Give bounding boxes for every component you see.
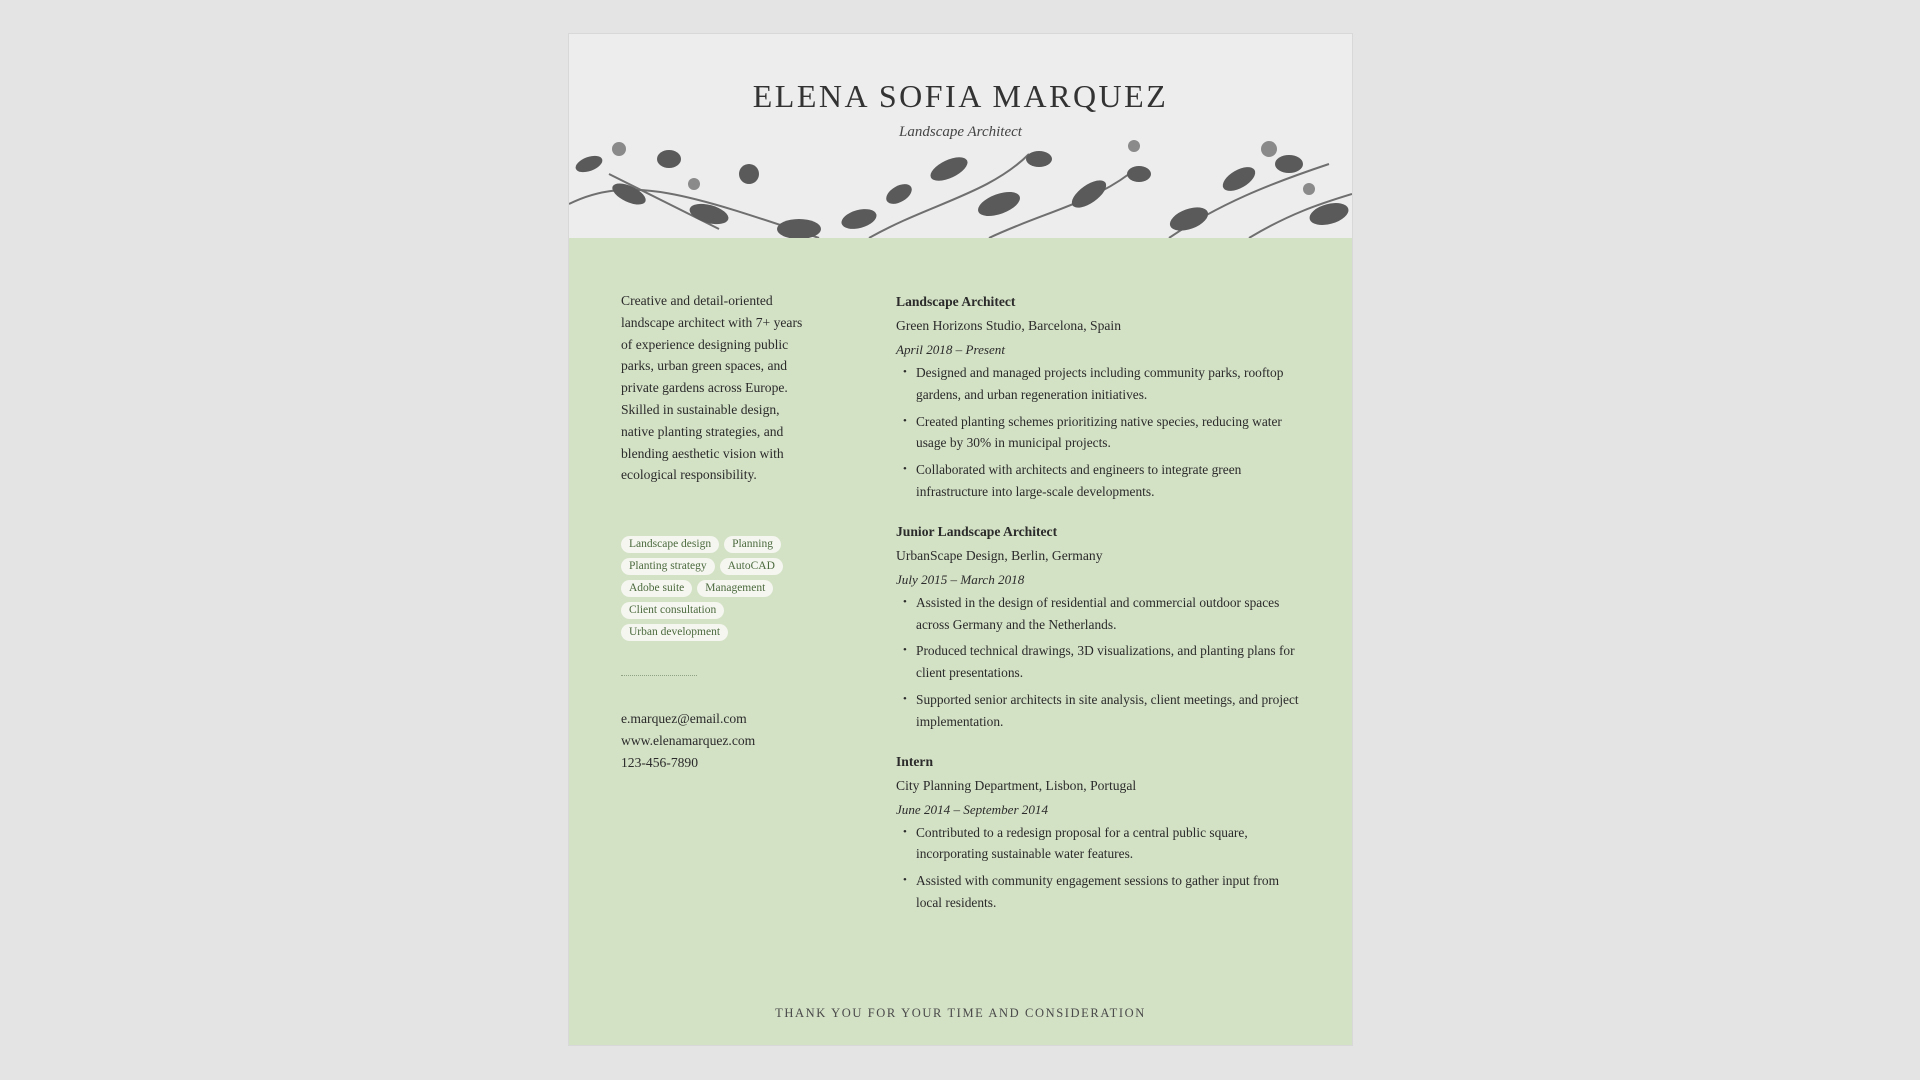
job-dates: June 2014 – September 2014 [896,801,1048,817]
job-dates: April 2018 – Present [896,342,1005,357]
job-bullet: • Collaborated with architects and engineers to integrate green infrastructure into large-scale developments. [896,459,1306,503]
skill-tag: Management [697,580,773,597]
resume-page [569,34,1352,1045]
skill-tag: Adobe suite [621,580,692,597]
candidate-role: Landscape Architect [899,124,1022,140]
job-company: City Planning Department, Lisbon, Portugal [896,777,1137,793]
job-bullets [896,592,1306,733]
job-bullets [896,362,1306,503]
job-dates: July 2015 – March 2018 [896,571,1025,587]
job-bullet: • Assisted with community engagement sessions to gather input from local residents. [896,870,1306,914]
floral-illustration-icon [569,134,1352,238]
job-title: Landscape Architect [896,294,1016,309]
closing-line: THANK YOU FOR YOUR TIME AND CONSIDERATION [775,1006,1146,1020]
experience-entry [896,290,1306,503]
contact-email[interactable]: e.marquez@email.com [621,711,747,726]
job-bullet: • Supported senior architects in site analysis, client meetings, and project implementation. [896,689,1306,733]
summary-paragraph: Creative and detail-oriented landscape architect with 7+ years of experience designing public parks, urban green spaces, and private gardens across Europe. Skilled in sustainable design, native planting strategies, and blending aesthetic vision with ecological responsibility. [621,293,803,483]
resume-header [569,34,1352,238]
job-bullet: • Assisted in the design of residential and commercial outdoor spaces across Germany and the Netherlands. [896,592,1306,636]
skill-tag: Urban development [621,624,728,641]
job-bullet: • Created planting schemes prioritizing native species, reducing water usage by 30% in municipal projects. [896,411,1306,455]
job-bullet: • Produced technical drawings, 3D visualizations, and planting plans for client presentations. [896,640,1306,684]
job-company: UrbanScape Design, Berlin, Germany [896,547,1103,563]
contact-info [621,708,755,773]
skill-tag: Landscape design [621,536,719,553]
skill-tag: Client consultation [621,602,724,619]
skill-tag: AutoCAD [720,558,783,575]
skills-list [621,536,821,641]
job-bullet: • Contributed to a redesign proposal for a central public square, incorporating sustainable water features. [896,822,1306,866]
job-title: Intern [896,753,934,769]
skill-tag: Planning [724,536,781,553]
contact-website[interactable]: www.elenamarquez.com [621,732,756,748]
job-bullet: • Designed and managed projects including community parks, rooftop gardens, and urban regeneration initiatives. [896,362,1306,406]
contact-phone: 123-456-7890 [621,754,699,770]
job-company: Green Horizons Studio, Barcelona, Spain [896,318,1122,333]
divider [621,675,697,676]
experience-entry [896,520,1306,733]
candidate-name: ELENA SOFIA MARQUEZ [752,78,1169,114]
job-bullets [896,822,1306,914]
skill-tag: Planting strategy [621,558,715,575]
experience-section [896,290,1306,931]
experience-entry [896,750,1306,914]
job-title: Junior Landscape Architect [896,523,1058,539]
